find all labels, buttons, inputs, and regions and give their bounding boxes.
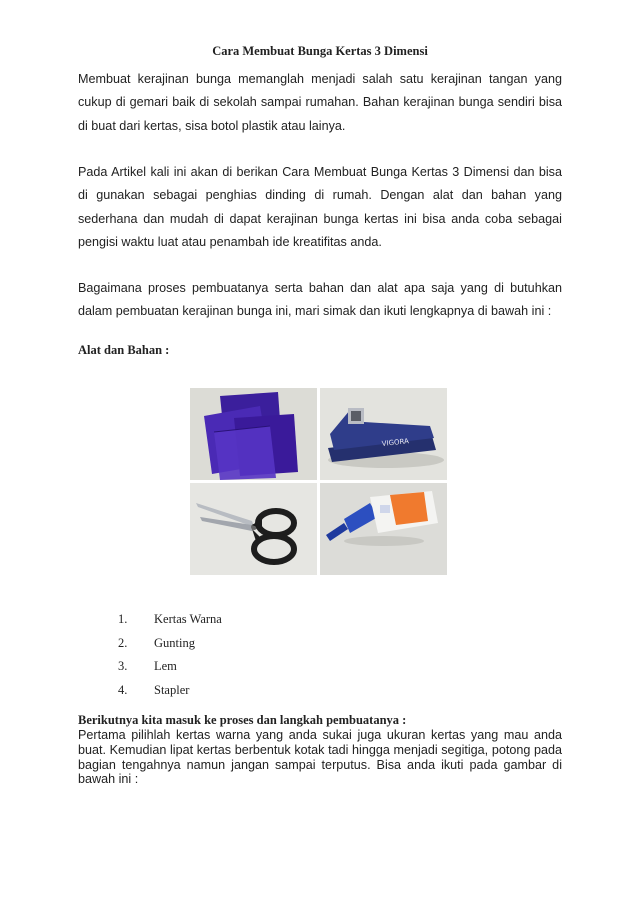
list-item [118,612,222,636]
photo-scissors [190,483,317,575]
list-item [118,659,222,683]
photo-colored-paper [190,388,317,480]
list-item-number: 2. [118,635,128,650]
list-item-number: 1. [118,612,128,626]
intro-paragraph: Membuat kerajinan bunga memanglah menjadi salah satu kerajinan tangan yang cukup di gemari baik di sekolah sampai rumahan. Bahan kerajinan bunga sendiri bisa di buat dari kertas, sisa botol plastik atau lainya. [78,72,562,133]
article-paragraph: Pada Artikel kali ini akan di berikan Cara Membuat Bunga Kertas 3 Dimensi dan bisa di gunakan sebagai penghias dinding di rumah. Dengan alat dan bahan yang sederhana dan mudah di dapat kerajinan bunga kertas ini bisa anda coba sebagai pengisi waktu luat atau penambah ide kreatifitas anda. [78,165,562,249]
tools-photo-grid [190,388,447,575]
list-item-label: Stapler [154,682,190,697]
tools-heading: Alat dan Bahan : [78,343,170,357]
list-item [118,683,222,707]
photo-glue [320,483,447,575]
list-item-label: Gunting [154,635,195,650]
steps-heading: Berikutnya kita masuk ke proses dan langkah pembuatanya : [78,713,407,727]
stapler-brand-text: VIGORA [381,437,410,448]
tools-list [118,612,222,706]
document-title: Cara Membuat Bunga Kertas 3 Dimensi [212,44,428,58]
list-item-label: Kertas Warna [154,612,222,626]
steps-paragraph: Pertama pilihlah kertas warna yang anda sukai juga ukuran kertas yang mau anda buat. Kemudian lipat kertas berbentuk kotak tadi hingga menjadi segitiga, potong pada bagian tengahnya namun jangan sampai terputus. Bisa anda ikuti pada gambar di bawah ini : [78,728,562,787]
photo-stapler [320,388,447,480]
list-item-label: Lem [154,659,177,673]
list-item-number: 4. [118,682,128,697]
process-paragraph: Bagaimana proses pembuatanya serta bahan dan alat apa saja yang di butuhkan dalam pembuatan kerajinan bunga ini, mari simak dan ikuti lengkapnya di bawah ini : [78,281,562,319]
list-item [118,636,222,660]
list-item-number: 3. [118,659,128,673]
